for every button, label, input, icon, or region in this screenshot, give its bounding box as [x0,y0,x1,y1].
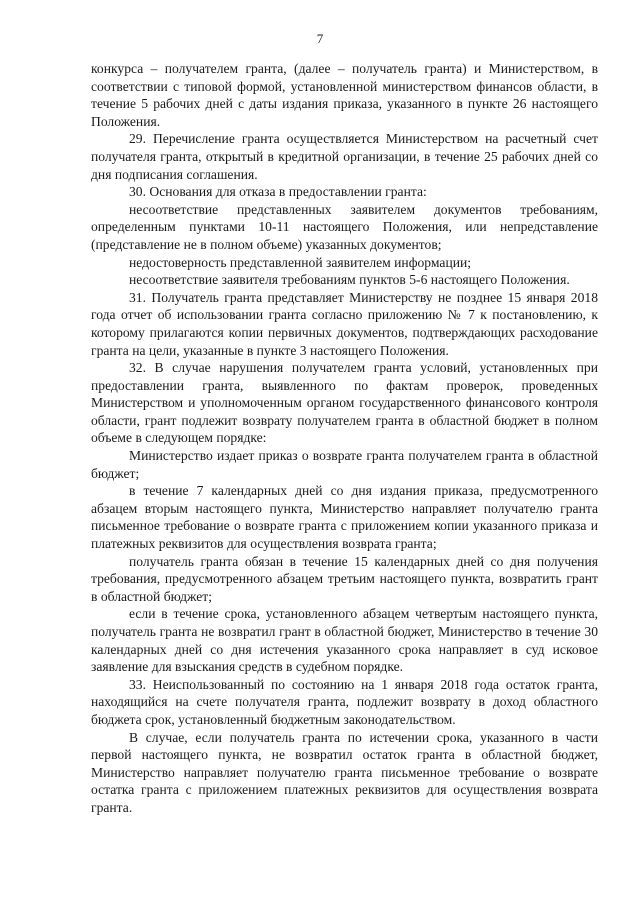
paragraph: в течение 7 календарных дней со дня издания приказа, предусмотренного абзацем вторым настоящего пункта, Министерство направляет получателю гранта письменное требование о возврате гранта с приложением копии указанного приказа и платежных реквизитов для осуществления возврата гранта; [91,483,598,552]
paragraph: недостоверность представленной заявителем информации; [129,254,472,270]
paragraph: 30. Основания для отказа в предоставлении гранта: [129,184,427,200]
paragraph: 31. Получатель гранта представляет Министерству не позднее 15 января 2018 года отчет об использовании гранта согласно приложению № 7 к постановлению, к которому прилагаются копии первичных документов, подтверждающих расходование гранта на цели, указанные в пункте 3 настоящего Положения. [91,289,598,358]
page-number: 7 [316,31,324,46]
paragraph: несоответствие представленных заявителем документов требованиям, определенным пунктами 10-11 настоящего Положения, или непредставление (представление не в полном объеме) указанных документов; [91,201,598,252]
paragraph: конкурса – получателем гранта, (далее – получатель гранта) и Министерством, в соответствии с типовой формой, установленной министерством финансов области, в течение 5 рабочих дней с даты издания приказа, указанного в пункте 26 настоящего Положения. [91,61,598,129]
paragraph: В случае, если получатель гранта по истечении срока, указанного в части первой настоящего пункта, не возвратил остаток гранта в областной бюджет, Министерство направляет получателю гранта письменное требование о возврате остатка гранта с приложением платежных реквизитов для осуществления возврата гранта. [91,729,598,815]
paragraph: получатель гранта обязан в течение 15 календарных дней со дня получения требования, предусмотренного абзацем третьим настоящего пункта, возвратить грант в областной бюджет; [91,553,598,604]
paragraph: Министерство издает приказ о возврате гранта получателем гранта в областной бюджет; [91,448,598,481]
paragraph: 29. Перечисление гранта осуществляется Министерством на расчетный счет получателя гранта, открытый в кредитной организации, в течение 25 рабочих дней со дня подписания соглашения. [91,131,598,182]
paragraph: 32. В случае нарушения получателем гранта условий, установленных при предоставлении гранта, выявленного по фактам проверок, проведенных Министерством и уполномоченным органом государственного финансового контроля области, грант подлежит возврату получателем гранта в областной бюджет в полном объеме в следующем порядке: [91,360,598,446]
paragraph: несоответствие заявителя требованиям пунктов 5-6 настоящего Положения. [129,272,570,288]
paragraph: 33. Неиспользованный по состоянию на 1 января 2018 года остаток гранта, находящийся на счете получателя гранта, подлежит возврату в доход областного бюджета срок, установленный бюджетным законодательством. [91,676,598,727]
paragraph: если в течение срока, установленного абзацем четвертым настоящего пункта, получатель гранта не возвратил грант в областной бюджет, Министерство в течение 30 календарных дней со дня истечения указанного срока направляет в суд исковое заявление для взыскания средств в судебном порядке. [91,606,598,675]
document-body [91,60,598,817]
